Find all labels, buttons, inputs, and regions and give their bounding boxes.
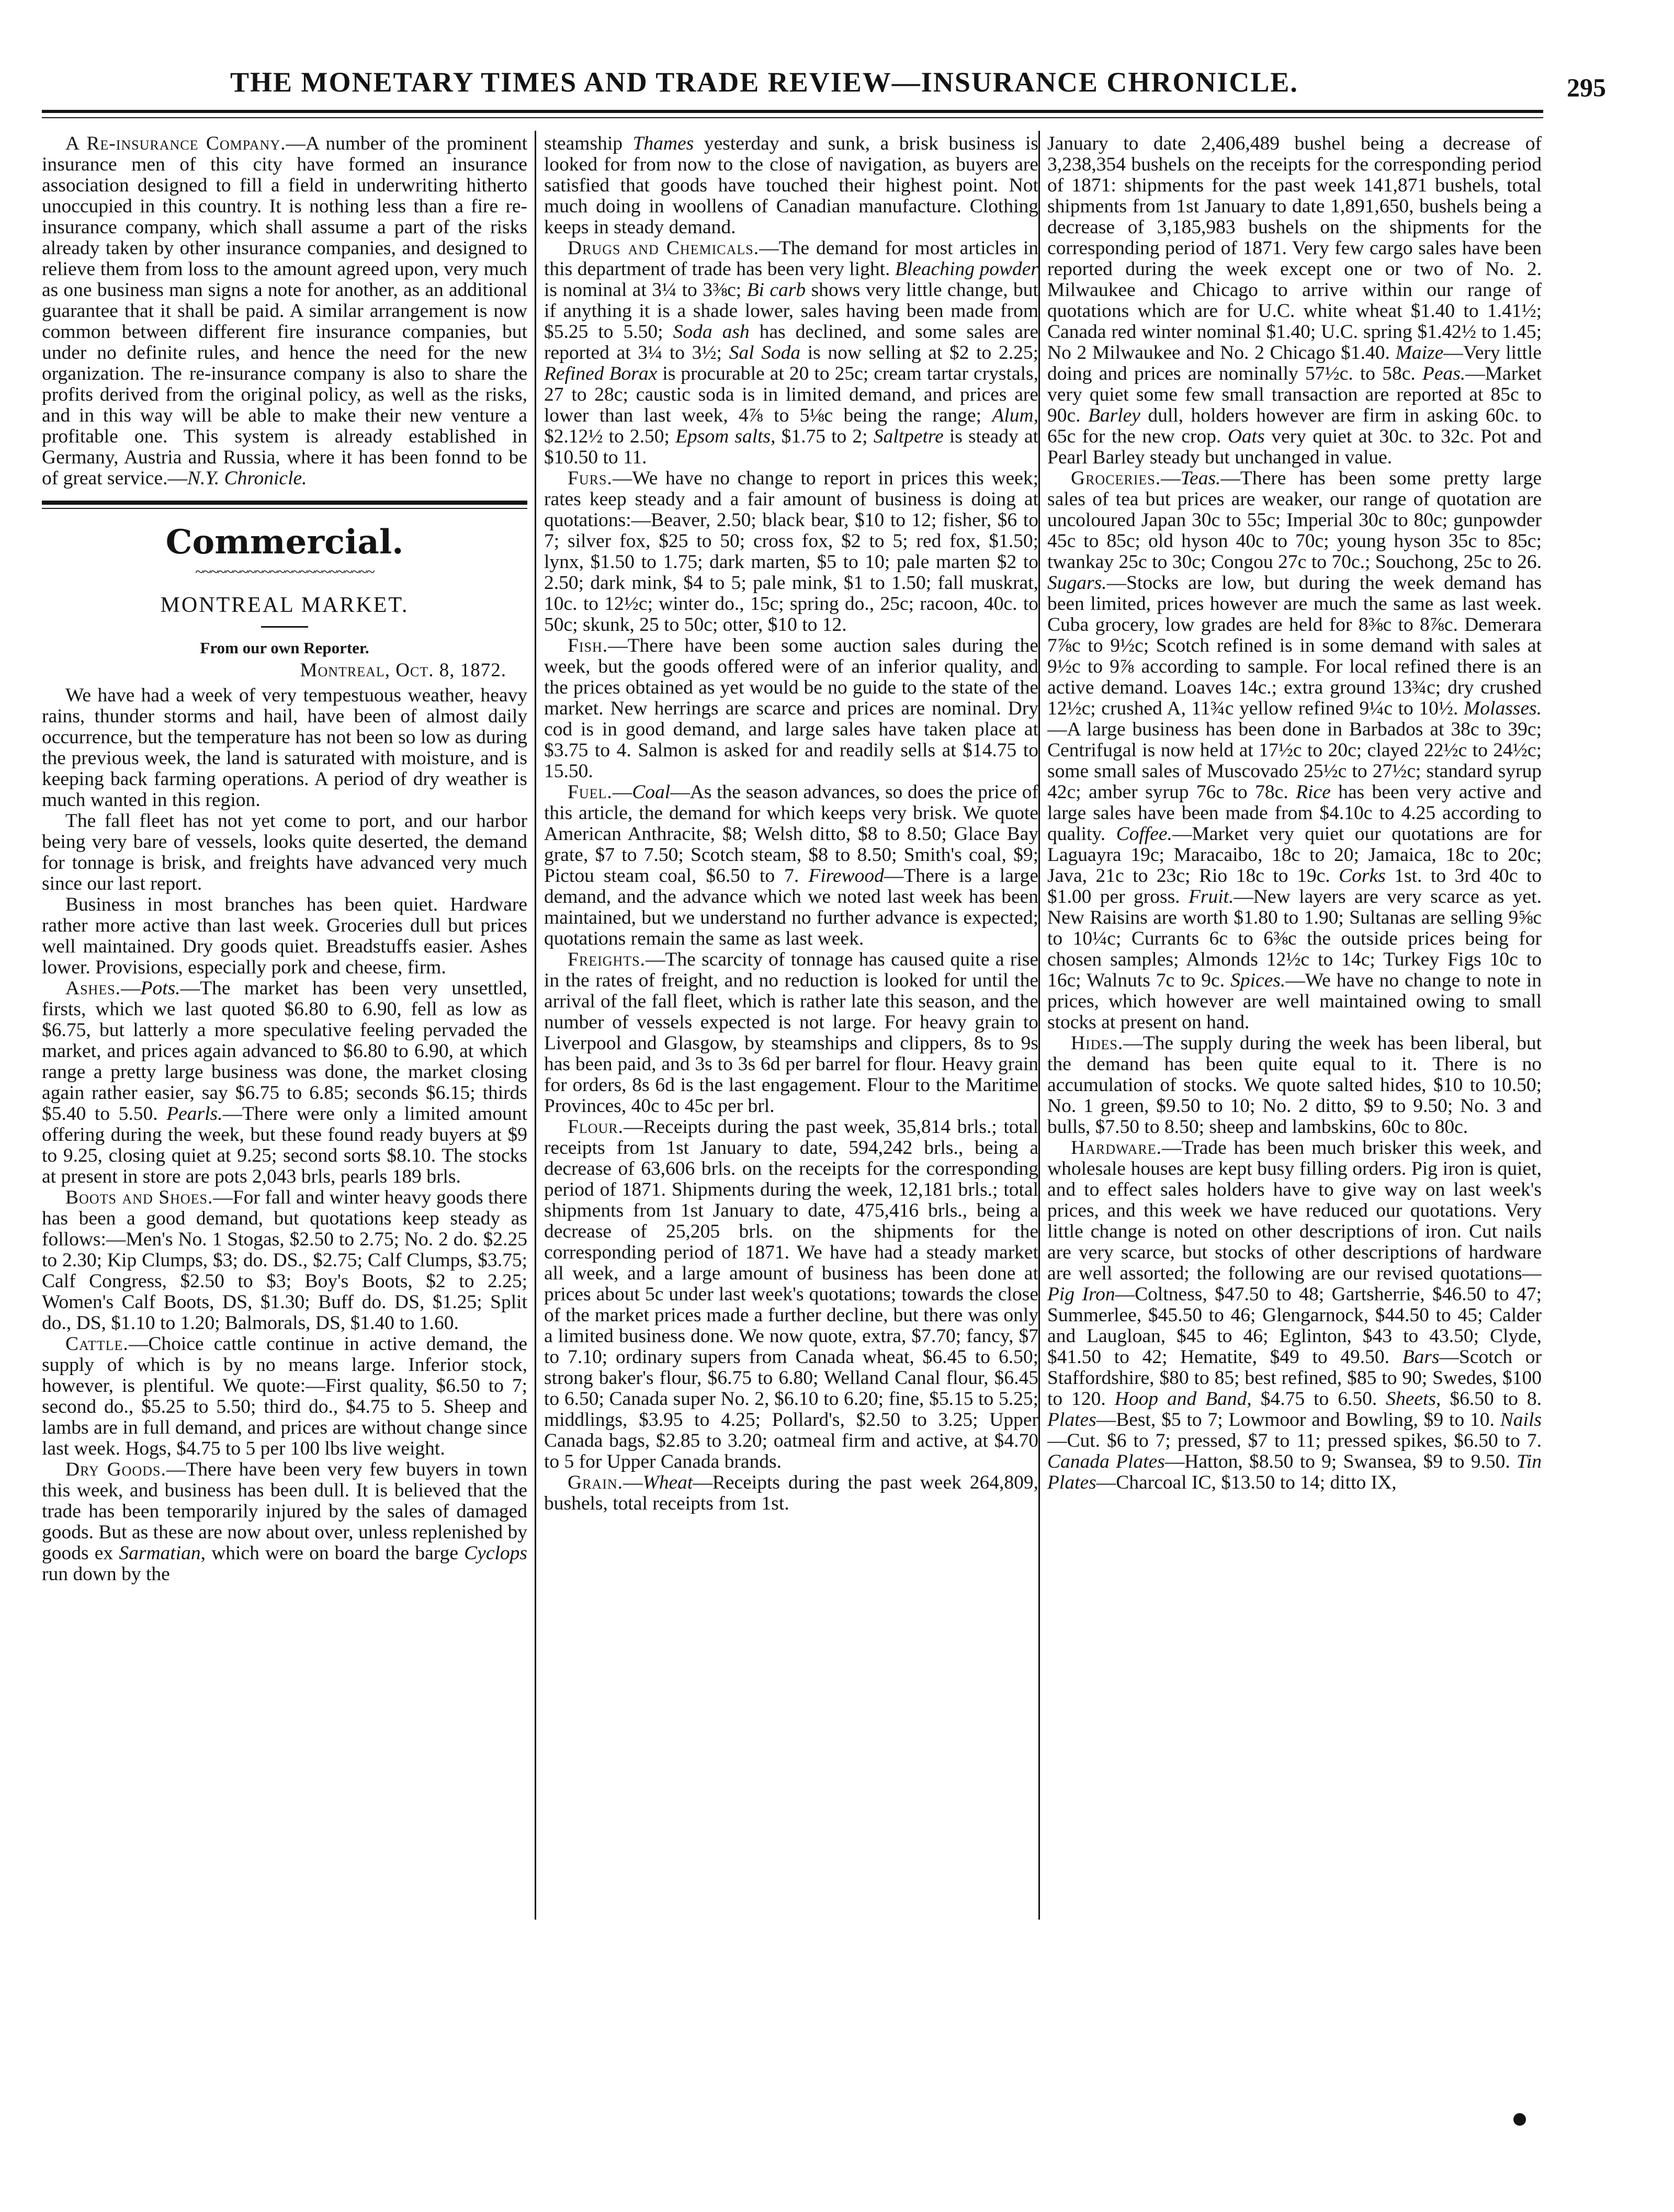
commodity-name: Oats [1227,426,1265,447]
ship-name: Thames [632,133,694,154]
dry-goods-text-3: run down by the [42,1563,170,1585]
commodity-name: Nails [1500,1409,1542,1431]
fuel-heading: Fuel. [568,781,613,803]
sugars-text: —Stocks are low, but during the week demand has been limited, prices however are much the same as last week. Cuba grocery, low grades are held for 8⅜c to 8⅞c. Demerara 7⅞c to 9½c; Scotch refined is in some demand with sales at 9½c to 9⅞ according to sample. For local refined there is an active demand. Loaves 14c.; extra ground 13¾c; dry crushed 12½c; crushed A, 11¾c yellow refined 9¼c to 10½. [1047,572,1542,719]
commodity-name: Bars [1402,1346,1440,1368]
corks-text: 1st. to 3rd 40c to $1.00 per gross. [1047,865,1542,908]
short-rule [261,626,308,628]
section-drugs [544,238,1038,468]
fish-heading: Fish. [568,635,608,656]
commodity-name: Refined Borax [544,363,658,384]
commodity-name: Wheat [642,1472,693,1493]
commodity-name: Plates [1047,1409,1096,1431]
reinsurance-text: —A number of the prominent insurance men of this city have formed an insurance association designed to fill a field in underwriting hitherto unoccupied in this country. It is nothing less than a fire re-insurance company, which shall assume a part of the risks already taken by other insurance companies, and designed to relieve them from loss to the amount agreed upon, very much as one business man signs a note for another, as an additional guarantee that it shall be paid. A similar arrangement is now common between different fire insurance companies, but under no definite rules, and hence the need for the new organization. The re-insurance company is also to share the profits derived from the original policy, as well as the risks, and in this way will be able to make their new venture a profitable one. This system is already established in Germany, Austria and Russia, where it has been fonnd to be of great service.— [42,133,527,489]
ashes-text-2: —There were only a limited amount offering during the week, but these found ready buyers at $9 to 9.25, closing quiet at 9.25; second sorts $8.10. The stocks at present in store are pots 2,043 brls, pearls 189 brls. [42,1103,527,1187]
drugs-text: is nominal at 3¼ to 3⅜c; [544,279,747,301]
fruit-text: —New layers are very scarce as yet. New Raisins are worth $1.80 to 1.90; Sultanas are selling 9⅝c to 10¼c; Currants 6c to 6⅜c the outside prices being for chosen samples; Almonds 12½c to 14c; Turkey Figs 10c to 16c; Walnuts 7c to 9c. [1047,886,1542,991]
drugs-text: shows very little change, but if anything it is a shade lower, sales having been made from $5.25 to 5.50; [544,279,1038,343]
fish-text: —There have been some auction sales during the week, but the goods offered were of an inferior quality, and the prices obtained as yet would be no guide to the state of the market. New herrings are scarce and prices are nominal. Dry cod is in good demand, and large sales have taken place at $3.75 to 4. Salmon is asked for and readily sells at $14.75 to 15.50. [544,635,1038,782]
section-dry-goods [42,1459,527,1585]
commodity-name: Teas. [1180,468,1221,489]
dateline: Montreal, Oct. 8, 1872. [300,660,506,681]
section-cattle [42,1334,527,1459]
commodity-name: Rice [1296,781,1331,803]
market-title: MONTREAL MARKET. [160,593,409,617]
cattle-heading: Cattle. [65,1333,129,1355]
rice-text: has been very active and large sales have been made from $4.10c to 4.25 according to quality. [1047,781,1542,845]
commodity-name: Bleaching powder [895,258,1038,280]
freights-text: —The scarcity of tonnage has caused quite a rise in the rates of freight, and no reduction is looked for until the arrival of the fall fleet, which is rather late this season, and the number of vessels expected is not large. For heavy grain to Liverpool and Glasgow, by steamships and clippers, 8s to 9s has been paid, and 3s to 3s 6d per barrel for flour. Heavy grain for orders, 8s 6d is the last engagement. Flour to the Maritime Provinces, 40c to 45c per brl. [544,949,1038,1117]
peas-text: —Market very quiet some few small transaction are reported at 85c to 90c. [1047,363,1542,426]
ink-dot [1513,2113,1526,2126]
commodity-name: Hoop and Band, [1114,1388,1252,1410]
commodity-name: Canada Plates [1047,1451,1165,1472]
section-groceries: Groceries.—Teas.—There has been some pretty large sales of tea but prices are weaker, our range of quotation are uncoloured Japan 30c to 55c; Imperial 30c to 80c; gunpowder 45c to 85c; old hyson 40c to 70c; young hyson 35c to 85c; twankay 25c to 30c; Congou 27c to 70c.; Souchong, 25c to 26. Sugars.—Stocks are low, but during the week demand has been limited, prices however are much the same as last week. Cuba grocery, low grades are held for 8⅜c to 8⅞c. Demerara 7⅞c to 9½c; Scotch refined is in some demand with sales at 9½c to 9⅞ according to sample. For local refined there is an active demand. Loaves 14c.; extra ground 13¾c; dry crushed 12½c; crushed A, 11¾c yellow refined 9¼c to 10½. Molasses.—A large business has been done in Barbados at 38c to 39c; Centrifugal is now held at 17½c to 20c; clayed 22½c to 24½c; some small sales of Muscovado 25½c to 27½c; standard syrup 42c; amber syrup 76c to 78c. Rice has been very active and large sales have been made from $4.10c to 4.25 according to quality. Coffee.—Market very quiet our quotations are for Laguayra 19c; Maracaibo, 18c to 20; Jamaica, 18c to 20c; Java, 21c to 23c; Rio 18c to 19c. Corks 1st. to 3rd 40c to $1.00 per gross. Fruit.—New layers are very scarce as yet. New Raisins are worth $1.80 to 1.90; Sultanas are selling 9⅝c to 10¼c; Currants 6c to 6⅜c the outside prices being for chosen samples; Almonds 12½c to 14c; Turkey Figs 10c to 16c; Walnuts 7c to 9c. Spices.—We have no change to note in prices, which however are well maintained owing to small stocks at present on hand. [1047,468,1542,1033]
groceries-heading: Groceries. [1071,468,1161,489]
commodity-name: Barley [1088,405,1140,426]
bars-text: —Scotch or Staffordshire, $80 to 85; best refined, $85 to 90; Swedes, $100 to 120. [1047,1346,1542,1410]
ashes-pots-label: Pots. [140,978,180,999]
drugs-text: $2.12½ to 2.50; [544,426,676,447]
column-divider-left [535,131,536,1920]
commodity-name: Bi carb [746,279,806,301]
section-hides [1047,1033,1542,1138]
reporter-line: From our own Reporter. [200,639,369,657]
canada-plates-text: —Hatton, $8.50 to 9; Swansea, $9 to 9.50. [1164,1451,1517,1472]
commodity-name: Tin Plates [1047,1451,1542,1493]
commodity-name: Alum, [992,405,1038,426]
commodity-name: Coffee. [1116,823,1172,845]
tin-plates-text: —Charcoal IC, $13.50 to 14; ditto IX, [1096,1472,1397,1493]
spices-text: —We have no change to note in prices, which however are well maintained owing to small stocks at present on hand. [1047,970,1542,1033]
freights-heading: Freights. [568,949,646,970]
commodity-name: Sal Soda [729,342,801,364]
dry-goods-heading: Dry Goods. [65,1459,166,1480]
commodity-name: Peas. [1422,363,1466,384]
running-title: THE MONETARY TIMES AND TRADE REVIEW—INSURANCE CHRONICLE. [230,66,1298,98]
ornamental-flourish: ~~~~~~~~~~~~~~~~~~~~~~~~ [195,563,374,581]
commodity-name: Molasses. [1464,698,1542,719]
drugs-text: $1.75 to 2; [775,426,874,447]
paragraph-fleet: The fall fleet has not yet come to port, and our harbor being very bare of vessels, looks quite deserted, the demand for tonnage is brisk, and freights have advanced very much since our last report. [42,810,527,894]
article-reinsurance [42,133,527,489]
column-right [1047,133,1542,1922]
dry-goods-text: —There have been very few buyers in town this week, and business has been dull. It is believed that the trade has been temporarily injured by the sales of damaged goods. But as these are now about over, unless replenished by goods ex [42,1459,527,1564]
section-fuel: Fuel.—Coal—As the season advances, so does the price of this article, the demand for which keeps very brisk. We quote American Anthracite, $8; Welsh ditto, $8 to 8.50; Glace Bay grate, $7 to 7.50; Scotch steam, $8 to 8.50; Smith's coal, $9; Pictou steam coal, $6.50 to 7. Firewood—There is a large demand, and the advance which we noted last week has been maintained, but we understand no further advance is expected; quotations remain the same as last week. [544,781,1038,949]
column-middle [544,133,1038,1922]
molasses-text: —A large business has been done in Barbados at 38c to 39c; Centrifugal is now held at 17½c to 20c; clayed 22½c to 24½c; some small sales of Muscovado 25½c to 27½c; standard syrup 42c; amber syrup 76c to 78c. [1047,719,1542,803]
boots-heading: Boots and Shoes. [65,1187,213,1208]
sheets-text: $6.50 to 8. [1441,1388,1542,1410]
commodity-name: Saltpetre [873,426,944,447]
fuel-text-2: —There is a large demand, and the advance which we noted last week has been maintained, but we understand no further advance is expected; quotations remain the same as last week. [544,865,1038,949]
ship-name: Cyclops [464,1542,527,1564]
commodity-name: Soda ash [673,321,750,343]
drugs-text: —The demand for most articles in this department of trade has been very light. [544,237,1038,280]
furs-heading: Furs. [568,468,613,489]
page-number: 295 [1567,73,1606,102]
cattle-text: —Choice cattle continue in active demand, the supply of which is by no means large. Inferior stock, however, is plentiful. We quote:—First quality, $6.50 to 7; second do., $5.25 to 5.50; third do., $4.75 to 5. Sheep and lambs are in full demand, and prices are without change since last week. Hogs, $4.75 to 5 per 100 lbs live weight. [42,1333,527,1459]
dry-goods-continued [544,133,1038,238]
fuel-text: —As the season advances, so does the price of this article, the demand for which keeps very brisk. We quote American Anthracite, $8; Welsh ditto, $8 to 8.50; Glace Bay grate, $7 to 7.50; Scotch steam, $8 to 8.50; Smith's coal, $9; Pictou steam coal, $6.50 to 7. [544,781,1038,887]
drugs-text: has declined, and some sales are reported at 3¼ to 3½; [544,321,1038,364]
commodity-name: Fruit. [1188,886,1234,908]
section-fish [544,636,1038,782]
section-ashes: Ashes.—Pots.—The market has been very unsettled, firsts, which we last quoted $6.80 to 6.90, fell as low as $6.75, but latterly a more speculative feeling pervaded the market, and prices again advanced to $6.80 to 6.90, at which range a pretty large business was done, the market closing again rather easier, say $6.75 to 6.85; seconds $6.15; thirds $5.40 to 5.50. Pearls.—There were only a limited amount offering during the week, but these found ready buyers at $9 to 9.25, closing quiet at 9.25; second sorts $8.10. The stocks at present in store are pots 2,043 brls, pearls 189 brls. [42,978,527,1187]
drugs-text: is procurable at 20 to 25c; cream tartar crystals, 27 to 28c; caustic soda is in limited demand, and prices are lower than last week, 4⅞ to 5⅛c being the range; [544,363,1038,426]
hides-heading: Hides. [1071,1033,1124,1054]
commodity-name: Coal [632,781,671,803]
dry-goods-cont-text: steamship [544,133,633,154]
oats-text: very quiet at 30c. to 32c. Pot and Pearl Barley steady but unchanged in value. [1047,426,1542,468]
drugs-text: is steady at $10.50 to 11. [544,426,1038,468]
furs-text: —We have no change to report in prices this week; rates keep steady and a fair amount of business is doing at quotations:—Beaver, 2.50; black bear, $10 to 12; fisher, $6 to 7; silver fox, $25 to 50; cross fox, $2 to 5; red fox, $1.50; lynx, $1.50 to 1.75; dark marten, $5 to 10; pale marten $2 to 2.50; dark mink, $4 to 5; pale mink, $1 to 1.50; fall muskrat, 10c. to 12½c; winter do., 15c; spring do., 25c; racoon, 40c. to 50c; skunk, 25 to 50c; otter, $10 to 12. [544,468,1038,636]
ashes-pearls-label: Pearls. [166,1103,223,1125]
drugs-text: is now selling at $2 to 2.25; [800,342,1038,364]
ashes-text: —The market has been very unsettled, firsts, which we last quoted $6.80 to 6.90, fell as low as $6.75, but latterly a more speculative feeling pervaded the market, and prices again advanced to $6.80 to 6.90, at which range a pretty large business was done, the market closing again rather easier, say $6.75 to 6.85; seconds $6.15; thirds $5.40 to 5.50. [42,978,527,1125]
header-rule-thick [42,110,1543,113]
grain-cont-text: January to date 2,406,489 bushel being a decrease of 3,238,354 bushels on the receipts for the corresponding period of 1871: shipments for the past week 141,871 bushels, total shipments from 1st January to date 1,891,650, bushels being a decrease of 3,185,983 bushels on the shipments for the corresponding period of 1871. Very few cargo sales have been reported during the week except one or two of No. 2. Milwaukee and Chicago to arrive within our range of quotations which are for U.C. white wheat $1.40 to 1.41½; Canada red winter nominal $1.40; U.C. spring $1.42½ to 1.45; No 2 Milwaukee and No. 2 Chicago $1.40. [1047,133,1542,364]
hides-text: —The supply during the week has been liberal, but the demand has been quite equal to it. There is no accumulation of stocks. We quote salted hides, $10 to 10.50; No. 1 green, $9.50 to 10; No. 2 ditto, $9 to 9.50; No. 3 and bulls, $7.50 to 8.50; sheep and lambskins, 60c to 80c. [1047,1033,1542,1138]
column-left [42,133,527,1922]
commodity-name: Pig Iron [1047,1284,1115,1305]
commodity-name: Epsom salts, [675,426,776,447]
plates-text: —Best, $5 to 7; Lowmoor and Bowling, $9 to 10. [1096,1409,1500,1431]
boots-text: —For fall and winter heavy goods there has been a good demand, but quotations keep steady as follows:—Men's No. 1 Stogas, $2.50 to 2.75; No. 2 do. $2.25 to 2.30; Kip Clumps, $3; do. DS., $2.75; Calf Clumps, $3.75; Calf Congress, $2.50 to $3; Boy's Boots, $2 to 2.25; Women's Calf Boots, DS, $1.30; Buff do. DS, $1.25; Split do., DS, $1.10 to 1.20; Balmorals, DS, $1.40 to 1.60. [42,1187,527,1334]
coffee-text: —Market very quiet our quotations are for Laguayra 19c; Maracaibo, 18c to 20; Jamaica, 18c to 20c; Java, 21c to 23c; Rio 18c to 19c. [1047,823,1542,887]
section-boots [42,1187,527,1334]
commodity-name: Spices. [1230,970,1286,991]
section-divider [42,501,527,509]
flour-heading: Flour. [568,1116,624,1138]
hardware-heading: Hardware. [1071,1137,1162,1159]
paragraph-weather: We have had a week of very tempestuous weather, heavy rains, thunder storms and hail, have been of almost daily occurrence, but the temperature has not been so low as during the previous week, the land is saturated with moisture, and is keeping back farming operations. A period of dry weather is much wanted in this region. [42,685,527,811]
commodity-name: Sheets, [1386,1388,1441,1410]
reinsurance-source: N.Y. Chronicle. [187,468,307,489]
commodity-name: Maize [1395,342,1444,364]
maize-text: —Very little doing and prices are nominally 57½c. to 58c. [1047,342,1542,384]
section-furs [544,468,1038,636]
ashes-heading: Ashes. [65,978,121,999]
nails-text: —Cut. $6 to 7; pressed, $7 to 11; pressed spikes, $6.50 to 7. [1047,1430,1542,1451]
drugs-heading: Drugs and Chemicals. [568,237,760,259]
commodity-name: Firewood [808,865,884,887]
section-flour [544,1117,1038,1472]
hoop-text: $4.75 to 6.50. [1251,1388,1386,1410]
teas-text: —There has been some pretty large sales of tea but prices are weaker, our range of quotation are uncoloured Japan 30c to 55c; Imperial 30c to 80c; gunpowder 45c to 85c; old hyson 40c to 70c; young hyson 35c to 85c; twankay 25c to 30c; Congou 27c to 70c.; Souchong, 25c to 26. [1047,468,1542,573]
commercial-title: Commercial. [165,523,404,562]
barley-text: dull, holders however are firm in asking 60c. to 65c for the new crop. [1047,405,1542,447]
pig-iron-text: —Coltness, $47.50 to 48; Gartsherrie, $46.50 to 47; Summerlee, $45.50 to 46; Glengarnock, $44.50 to 45; Calder and Laugloan, $45 to 46; Eglinton, $43 to 43.50; Clyde, $41.50 to 42; Hematite, $49 to 49.50. [1047,1284,1542,1368]
grain-text: —Receipts during the past week 264,809, bushels, total receipts from 1st. [544,1472,1038,1514]
section-grain: Grain.—Wheat—Receipts during the past week 264,809, bushels, total receipts from 1st. [544,1472,1038,1514]
section-hardware [1047,1138,1542,1493]
page-header [42,56,1611,109]
grain-continued [1047,133,1542,468]
dry-goods-text-2: , which were on board the barge [200,1542,465,1564]
header-rule-thin [42,117,1543,118]
commodity-name: Corks [1339,865,1386,887]
dry-goods-cont-text-2: yesterday and sunk, a brisk business is looked for from now to the close of navigation, as buyers are satisfied that goods have touched their highest point. Not much doing in woollens of Canadian manufacture. Clothing keeps in steady demand. [544,133,1038,238]
reinsurance-heading: A Re-insurance Company. [65,133,286,154]
ship-name: Sarmatian [119,1542,201,1564]
column-divider-right [1038,131,1040,1920]
grain-heading: Grain. [568,1472,624,1493]
commodity-name: Sugars. [1047,572,1107,594]
flour-text: —Receipts during the past week, 35,814 brls.; total receipts from 1st January to date, 594,242 brls., being a decrease of 63,606 brls. on the receipts for the corresponding period of 1871. Shipments during the week, 12,181 brls.; total shipments from 1st January to date, 475,416 brls., being a decrease of 25,205 brls. on the shipments for the corresponding period of 1871. We have had a steady market all week, and a large amount of business has been done at prices about 5c under last week's quotations; towards the close of the market prices made a further decline, but there was only a limited business done. We now quote, extra, $7.70; fancy, $7 to 7.10; ordinary supers from Canada wheat, $6.45 to 6.50; strong baker's flour, $6.75 to 6.80; Welland Canal flour, $6.45 to 6.50; Canada super No. 2, $6.10 to 6.20; fine, $5.15 to 5.25; middlings, $3.95 to 4.25; Pollard's, $2.50 to 3.25; Upper Canada bags, $2.85 to 3.20; oatmeal firm and active, at $4.70 to 5 for Upper Canada brands. [544,1116,1038,1472]
paragraph-business: Business in most branches has been quiet. Hardware rather more active than last week. Groceries dull but prices well maintained. Dry goods quiet. Breadstuffs easier. Ashes lower. Provisions, especially pork and cheese, firm. [42,894,527,978]
hardware-text: —Trade has been much brisker this week, and wholesale houses are kept busy filling orders. Pig iron is quiet, and to effect sales holders have to give way on last week's prices, and this week we have reduced our quotations. Very little change is noted on other descriptions of iron. Cut nails are very scarce, but stocks of other descriptions of hardware are well assorted; the following are our revised quotations— [1047,1137,1542,1284]
section-freights [544,949,1038,1117]
